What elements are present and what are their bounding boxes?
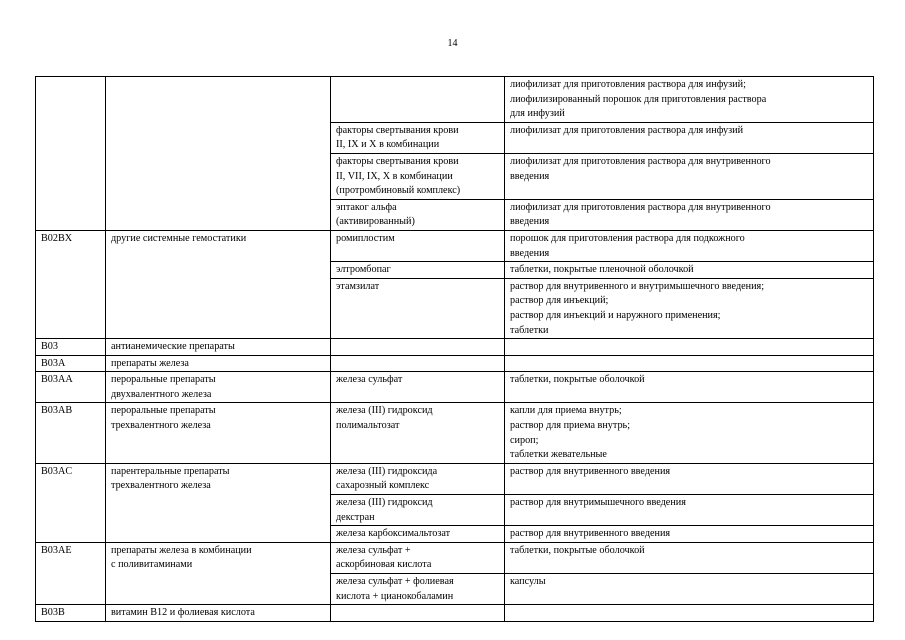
- drug-name-cell-line: полимальтозат: [336, 420, 400, 432]
- drug-name-cell-line: этамзилат: [336, 280, 380, 292]
- drug-name-cell-line: II, IX и X в комбинации: [336, 139, 440, 151]
- dosage-form-cell-line: лиофилизат для приготовления раствора для внутривенного: [510, 201, 771, 213]
- atc-code-cell: [36, 77, 106, 231]
- dosage-form-cell-line: лиофилизированный порошок для приготовления раствора: [510, 93, 767, 105]
- dosage-form-cell-line: капли для приема внутрь;: [510, 405, 622, 417]
- dosage-form-cell-line: таблетки, покрытые оболочкой: [510, 544, 645, 556]
- drug-name-cell-line: железа (III) гидроксида: [336, 465, 438, 477]
- drug-name-cell: [331, 605, 505, 622]
- dosage-form-cell-line: таблетки жевательные: [510, 449, 607, 461]
- dosage-form-cell-line: раствор для инъекций и наружного применения;: [510, 309, 721, 321]
- dosage-form-cell: [505, 199, 874, 230]
- atc-group-cell-line: витамин B12 и фолиевая кислота: [111, 607, 255, 619]
- table-row: [36, 403, 874, 463]
- dosage-form-cell-line: раствор для внутривенного введения: [510, 465, 671, 477]
- drug-name-cell-line: железа сульфат + фолиевая: [336, 576, 454, 587]
- atc-group-cell: [106, 403, 331, 463]
- drug-name-cell: [331, 339, 505, 356]
- drug-name-cell: [331, 463, 505, 494]
- dosage-form-cell: [505, 542, 874, 573]
- dosage-form-cell-line: раствор для внутривенного и внутримышечного введения;: [510, 280, 765, 292]
- table-row: [36, 463, 874, 494]
- dosage-form-cell-line: введения: [510, 170, 550, 182]
- atc-group-cell: [106, 339, 331, 356]
- dosage-form-cell: [505, 355, 874, 372]
- dosage-form-cell-line: лиофилизат для приготовления раствора для внутривенного: [510, 155, 771, 167]
- atc-code-cell: B03: [36, 339, 106, 356]
- drug-name-cell: [331, 403, 505, 463]
- atc-group-cell-line: пероральные препараты: [111, 374, 216, 386]
- dosage-form-cell-line: введения: [510, 247, 550, 259]
- dosage-form-cell: [505, 526, 874, 543]
- atc-group-cell-line: антианемические препараты: [111, 341, 235, 353]
- dosage-form-cell-line: капсулы: [510, 576, 546, 587]
- atc-code-cell: B02BX: [36, 230, 106, 338]
- drug-name-cell-line: железа сульфат: [336, 374, 403, 386]
- drug-name-cell: [331, 495, 505, 526]
- atc-group-cell: [106, 542, 331, 604]
- table-row: [36, 542, 874, 573]
- dosage-form-cell-line: таблетки, покрытые пленочной оболочкой: [510, 264, 694, 276]
- drug-name-cell-line: факторы свертывания крови: [336, 155, 459, 167]
- dosage-form-cell: [505, 230, 874, 261]
- drug-name-cell-line: декстран: [336, 511, 375, 523]
- drug-name-cell-line: (протромбиновый комплекс): [336, 185, 461, 197]
- drug-name-cell-line: эптаког альфа: [336, 201, 397, 213]
- dosage-form-cell-line: раствор для внутривенного введения: [510, 528, 671, 540]
- atc-code-cell: B03A: [36, 355, 106, 372]
- drug-name-cell-line: железа (III) гидроксид: [336, 405, 433, 417]
- dosage-form-cell: [505, 262, 874, 279]
- dosage-form-cell: [505, 77, 874, 123]
- drug-name-cell: [331, 153, 505, 199]
- drug-name-cell: [331, 542, 505, 573]
- atc-group-cell-line: трехвалентного железа: [111, 480, 211, 492]
- table-body: [36, 77, 874, 622]
- atc-group-cell-line: пероральные препараты: [111, 405, 216, 417]
- dosage-form-cell: [505, 605, 874, 622]
- atc-group-cell-line: другие системные гемостатики: [111, 232, 247, 244]
- atc-code-cell: B03AE: [36, 542, 106, 604]
- atc-group-cell: [106, 463, 331, 542]
- atc-group-cell-line: препараты железа в комбинации: [111, 544, 252, 556]
- dosage-form-cell-line: раствор для приема внутрь;: [510, 420, 631, 432]
- drug-name-cell: [331, 278, 505, 338]
- table-row: [36, 355, 874, 372]
- dosage-form-cell: [505, 403, 874, 463]
- dosage-form-cell-line: для инфузий: [510, 108, 565, 120]
- dosage-form-cell: [505, 574, 874, 605]
- dosage-form-cell-line: порошок для приготовления раствора для подкожного: [510, 232, 745, 244]
- atc-code-cell: B03AC: [36, 463, 106, 542]
- drug-name-cell: [331, 77, 505, 123]
- drug-name-cell-line: аскорбиновая кислота: [336, 559, 432, 571]
- table-row: [36, 77, 874, 123]
- drug-name-cell-line: кислота + цианокобаламин: [336, 590, 454, 602]
- dosage-form-cell: [505, 372, 874, 403]
- dosage-form-cell: [505, 278, 874, 338]
- atc-group-cell: [106, 605, 331, 622]
- table-row: [36, 372, 874, 403]
- dosage-form-cell-line: лиофилизат для приготовления раствора для инфузий: [510, 124, 744, 136]
- atc-group-cell: [106, 372, 331, 403]
- atc-group-cell-line: с поливитаминами: [111, 559, 193, 571]
- dosage-form-cell-line: таблетки, покрытые оболочкой: [510, 374, 645, 386]
- table-row: [36, 339, 874, 356]
- drug-name-cell: [331, 199, 505, 230]
- table-row: [36, 230, 874, 261]
- drug-name-cell-line: ромиплостим: [336, 232, 395, 244]
- drug-name-cell: [331, 526, 505, 543]
- dosage-form-cell-line: раствор для инъекций;: [510, 295, 609, 307]
- atc-code-cell: B03AB: [36, 403, 106, 463]
- dosage-form-cell: [505, 122, 874, 153]
- atc-group-cell: [106, 77, 331, 231]
- drug-name-cell-line: железа карбоксимальтозат: [336, 528, 451, 540]
- dosage-form-cell-line: сироп;: [510, 434, 539, 446]
- medicines-table: [35, 76, 874, 622]
- dosage-form-cell-line: раствор для внутримышечного введения: [510, 497, 686, 509]
- dosage-form-cell-line: таблетки: [510, 324, 549, 336]
- atc-code-cell: B03B: [36, 605, 106, 622]
- atc-code-cell: B03AA: [36, 372, 106, 403]
- dosage-form-cell-line: лиофилизат для приготовления раствора для инфузий;: [510, 79, 746, 90]
- page-number: 14: [447, 38, 458, 49]
- drug-name-cell: [331, 262, 505, 279]
- drug-name-cell-line: железа (III) гидроксид: [336, 497, 433, 509]
- drug-name-cell-line: факторы свертывания крови: [336, 124, 459, 136]
- drug-name-cell: [331, 372, 505, 403]
- drug-name-cell-line: (активированный): [336, 216, 415, 228]
- atc-group-cell-line: препараты железа: [111, 357, 189, 369]
- dosage-form-cell: [505, 153, 874, 199]
- drug-name-cell-line: железа сульфат +: [336, 544, 411, 556]
- drug-name-cell-line: II, VII, IX, X в комбинации: [336, 170, 453, 182]
- atc-group-cell: [106, 355, 331, 372]
- dosage-form-cell: [505, 495, 874, 526]
- atc-group-cell-line: трехвалентного железа: [111, 420, 211, 432]
- drug-name-cell-line: элтромбопаг: [336, 264, 391, 276]
- drug-name-cell: [331, 355, 505, 372]
- table-row: [36, 605, 874, 622]
- drug-name-cell-line: сахарозный комплекс: [336, 480, 430, 492]
- drug-name-cell: [331, 122, 505, 153]
- dosage-form-cell-line: введения: [510, 216, 550, 228]
- dosage-form-cell: [505, 339, 874, 356]
- atc-group-cell-line: двухвалентного железа: [111, 388, 212, 400]
- atc-group-cell-line: парентеральные препараты: [111, 465, 230, 477]
- drug-name-cell: [331, 574, 505, 605]
- drug-name-cell: [331, 230, 505, 261]
- dosage-form-cell: [505, 463, 874, 494]
- atc-group-cell: [106, 230, 331, 338]
